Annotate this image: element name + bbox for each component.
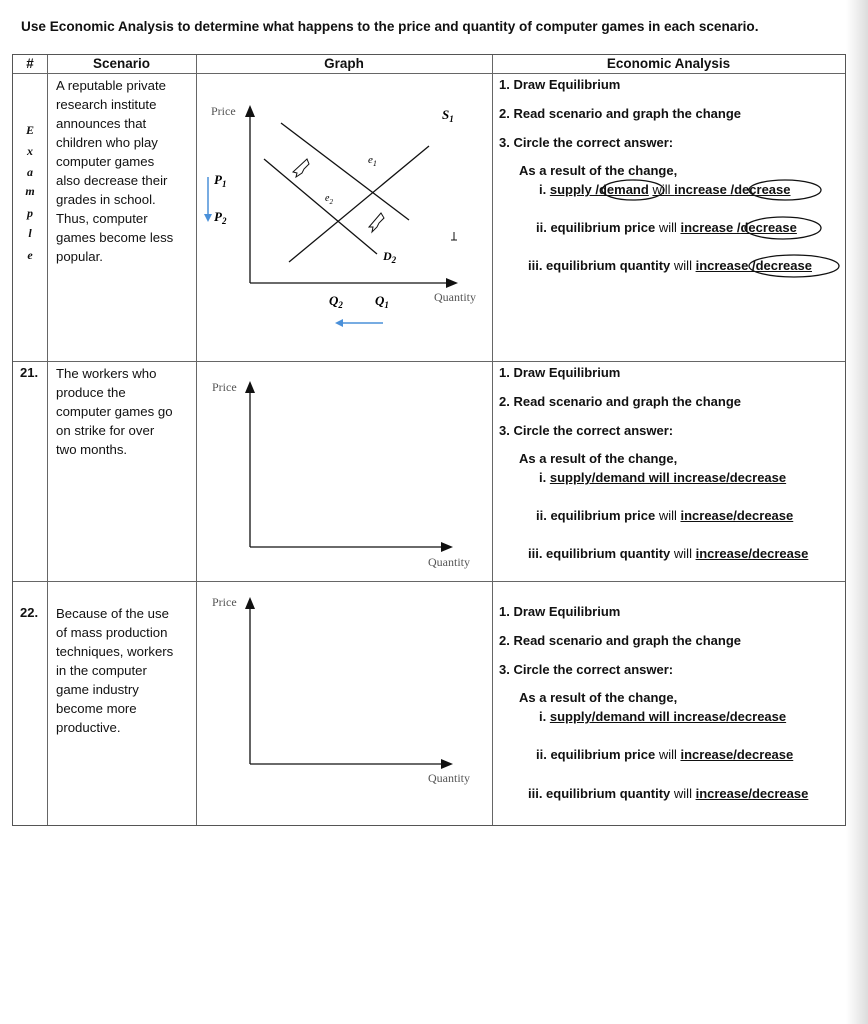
p1-label: $P_1$ [214,172,227,189]
q2-label: $Q_2$ [329,293,343,310]
shift-left-arrow-icon [369,213,384,232]
price-axis-label: Price [211,104,236,118]
scenario-line: of mass production [56,625,168,640]
scenario-line: children who play [56,135,158,150]
result-lead: As a result of the change, [519,690,678,705]
row-number: 21. [20,365,39,380]
answer-iii: iii. equilibrium quantity will increase/decrease [528,546,809,561]
supply-curve-s1 [289,146,429,262]
answer-ii: ii. equilibrium price will increase/decrease [536,747,794,762]
q1-label: $Q_1$ [375,293,389,310]
header-number: # [26,56,34,71]
answer-ii: ii. equilibrium price will increase/decrease [536,508,794,523]
example-letter: m [25,184,35,198]
scenario-line: game industry [56,682,139,697]
scenario-line: become more [56,701,137,716]
example-letter: a [27,165,33,179]
scenario-line: techniques, workers [56,644,174,659]
header-graph: Graph [324,56,364,71]
answer-i: i. supply/demand will increase/decrease [539,709,787,724]
scenario-line: productive. [56,720,121,735]
scenario-line: Thus, computer [56,211,148,226]
example-letter: p [27,206,33,220]
e1-label: $e_1$ [368,154,377,168]
s1-label: $S_1$ [442,107,454,124]
result-lead: As a result of the change, [519,451,678,466]
quantity-axis-label: Quantity [428,555,470,569]
step-3: 3. Circle the correct answer: [499,662,674,677]
scenario-line: also decrease their [56,173,168,188]
answer-i: i. supply /demand will increase /decrease [539,182,791,197]
step-1: 1. Draw Equilibrium [499,365,621,380]
step-2: 2. Read scenario and graph the change [499,106,742,121]
scenario-line: in the computer [56,663,147,678]
scenario-line: grades in school. [56,192,156,207]
step-1: 1. Draw Equilibrium [499,604,621,619]
step-3: 3. Circle the correct answer: [499,423,674,438]
price-axis-arrowhead [245,105,255,117]
scenario-line: on strike for over [56,423,155,438]
price-axis-label: Price [212,595,237,609]
scenario-line: games become less [56,230,174,245]
page-edge-shadow [846,0,868,1024]
demand-curve-d2 [264,159,377,254]
scenario-line: popular. [56,249,103,264]
header-scenario: Scenario [92,56,151,71]
row-number: 22. [20,605,39,620]
price-axis-arrowhead [245,597,255,609]
header-analysis: Economic Analysis [606,56,731,71]
scenario-line: computer games go [56,404,173,419]
scenario-line: announces that [56,116,147,131]
scenario-line: A reputable private [56,78,166,93]
scenario-line: research institute [56,97,157,112]
scenario-line: computer games [56,154,155,169]
result-lead: As a result of the change, [519,163,678,178]
scenario-line: The workers who [56,366,157,381]
stray-mark [451,232,457,240]
d2-label: $D_2$ [383,249,397,265]
step-1: 1. Draw Equilibrium [499,77,621,92]
answer-ii: ii. equilibrium price will increase /decrease [536,220,797,235]
quantity-axis-arrowhead [441,542,453,552]
quantity-axis-arrowhead [441,759,453,769]
quantity-axis-arrowhead [446,278,458,288]
step-2: 2. Read scenario and graph the change [499,394,742,409]
scenario-line: produce the [56,385,126,400]
p2-label: $P_2$ [214,209,227,226]
example-letter: l [28,226,32,240]
step-3: 3. Circle the correct answer: [499,135,674,150]
row-21-scenario-text [56,364,196,459]
scenario-line: Because of the use [56,606,169,621]
answer-i: i. supply/demand will increase/decrease [539,470,787,485]
price-axis-label: Price [212,380,237,394]
example-letter: x [27,144,33,158]
quantity-axis-label: Quantity [434,290,476,304]
example-letter: E [25,123,34,137]
e2-label: $e_2$ [325,193,333,206]
answer-iii: iii. equilibrium quantity will increase /decrease [528,258,812,273]
answer-iii: iii. equilibrium quantity will increase/decrease [528,786,809,801]
row-22-scenario-text [56,604,196,737]
example-letter: e [27,248,33,262]
scenario-table [12,54,846,826]
scenario-line: two months. [56,442,128,457]
price-axis-arrowhead [245,381,255,393]
shift-left-arrow-icon [293,159,309,177]
step-2: 2. Read scenario and graph the change [499,633,742,648]
quantity-axis-label: Quantity [428,771,470,785]
page-title: Use Economic Analysis to determine what happens to the price and quantity of computer games in each scenario. [21,19,759,34]
